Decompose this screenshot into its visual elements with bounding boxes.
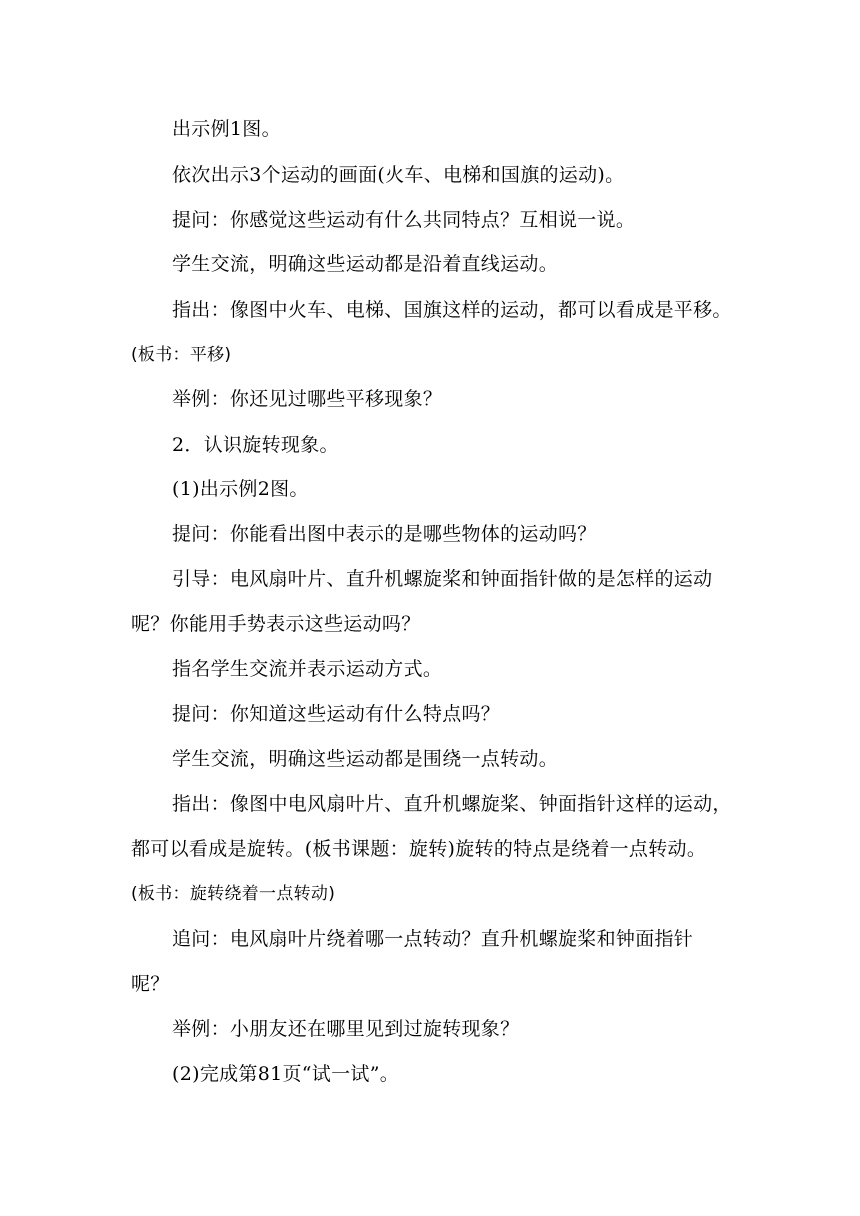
paragraph-line: 出示例1图。 (172, 118, 281, 140)
paragraph-line: 指出：像图中电风扇叶片、直升机螺旋桨、钟面指针这样的运动， (172, 793, 732, 815)
paragraph-line: 举例：小朋友还在哪里见到过旋转现象？ (172, 1018, 520, 1040)
paragraph-line: 呢？你能用手势表示这些运动吗？ (131, 613, 421, 635)
paragraph-line: 追问：电风扇叶片绕着哪一点转动？直升机螺旋桨和钟面指针 (172, 928, 694, 950)
paragraph-line: (1)出示例2图。 (172, 478, 309, 500)
paragraph-line: 呢？ (131, 973, 170, 995)
paragraph-line: (板书：平移) (131, 345, 232, 365)
paragraph-line: 提问：你知道这些运动有什么特点吗？ (172, 703, 501, 725)
paragraph-line: 引导：电风扇叶片、直升机螺旋桨和钟面指针做的是怎样的运动 (172, 568, 713, 590)
paragraph-line: 举例：你还见过哪些平移现象？ (172, 388, 443, 410)
paragraph-line: 都可以看成是旋转。(板书课题：旋转)旋转的特点是绕着一点转动。 (131, 838, 707, 860)
paragraph-line: (板书：旋转绕着一点转动) (131, 884, 336, 904)
paragraph-line: 指出：像图中火车、电梯、国旗这样的运动，都可以看成是平移。 (172, 299, 732, 321)
paragraph-line: 提问：你感觉这些运动有什么共同特点？互相说一说。 (172, 209, 636, 231)
paragraph-line: 提问：你能看出图中表示的是哪些物体的运动吗？ (172, 523, 597, 545)
paragraph-line: (2)完成第81页“试一试”。 (172, 1063, 400, 1085)
paragraph-line: 2．认识旋转现象。 (172, 434, 339, 456)
paragraph-line: 依次出示3个运动的画面(火车、电梯和国旗的运动)。 (172, 164, 625, 186)
paragraph-line: 学生交流，明确这些运动都是围绕一点转动。 (172, 748, 559, 770)
paragraph-line: 指名学生交流并表示运动方式。 (172, 658, 443, 680)
paragraph-line: 学生交流，明确这些运动都是沿着直线运动。 (172, 253, 559, 275)
